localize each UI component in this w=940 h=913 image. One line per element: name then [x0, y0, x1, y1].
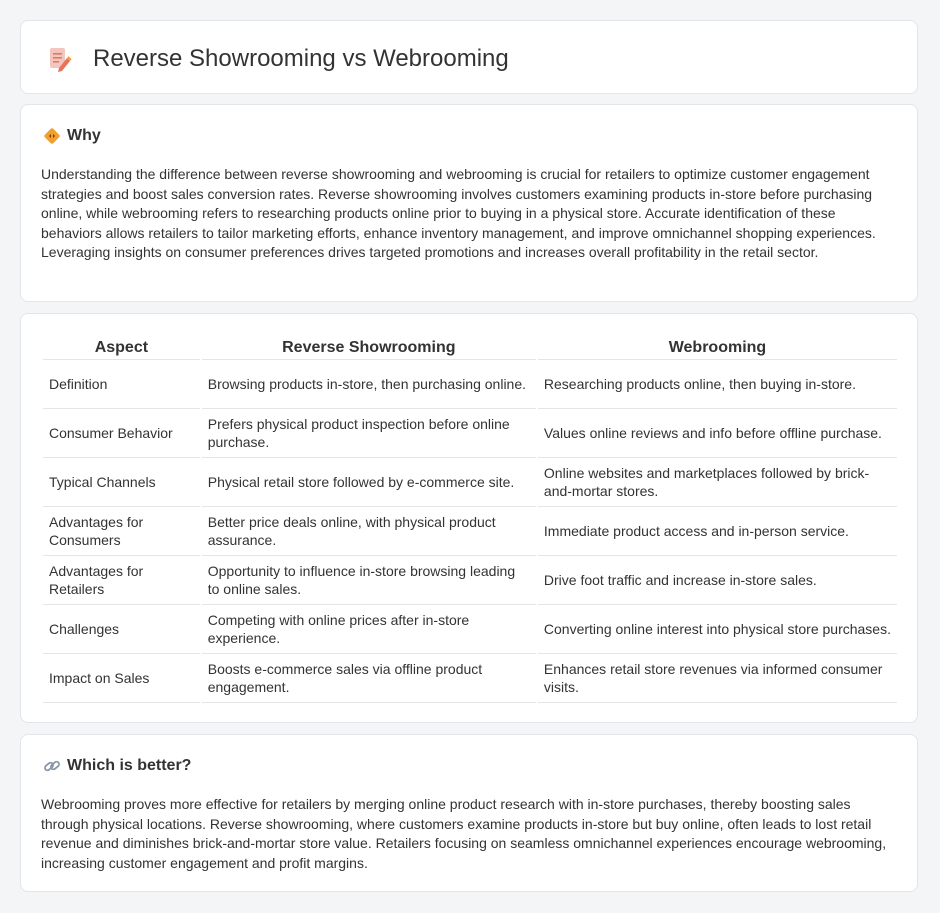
table-row — [43, 605, 897, 654]
reverse-showrooming-cell: Opportunity to influence in-store browsing leading to online sales. — [202, 556, 536, 605]
comparison-table — [41, 334, 899, 703]
webrooming-cell: Researching products online, then buying in-store. — [538, 360, 897, 409]
why-section — [20, 104, 918, 302]
reverse-showrooming-cell: Better price deals online, with physical product assurance. — [202, 507, 536, 556]
document-pencil-icon — [45, 45, 73, 73]
aspect-cell: Challenges — [43, 605, 200, 654]
reverse-showrooming-cell: Competing with online prices after in-store experience. — [202, 605, 536, 654]
table-row — [43, 507, 897, 556]
table-row — [43, 556, 897, 605]
aspect-cell: Advantages for Retailers — [43, 556, 200, 605]
diamond-arrows-icon — [43, 127, 61, 145]
webrooming-cell: Online websites and marketplaces followed by brick-and-mortar stores. — [538, 458, 897, 507]
reverse-showrooming-cell: Browsing products in-store, then purchasing online. — [202, 360, 536, 409]
table-header-row — [43, 334, 897, 360]
link-icon — [43, 757, 61, 775]
column-header-reverse-showrooming: Reverse Showrooming — [202, 334, 536, 360]
webrooming-cell: Immediate product access and in-person service. — [538, 507, 897, 556]
aspect-cell: Typical Channels — [43, 458, 200, 507]
why-body: Understanding the difference between reverse showrooming and webrooming is crucial for retailers to optimize customer engagement strategies and boost sales conversion rates. Reverse showrooming involves customers examining products in-store before purchasing online, while webrooming refers to researching products online prior to buying in a physical store. Accurate identification of these behaviors allows retailers to tailor marketing efforts, enhance inventory management, and improve omnichannel shopping experiences. Leveraging insights on consumer preferences drives targeted promotions and increases overall profitability in the retail sector. — [41, 166, 876, 260]
table-row — [43, 360, 897, 409]
why-header — [43, 127, 101, 145]
table-row — [43, 458, 897, 507]
webrooming-cell: Values online reviews and info before offline purchase. — [538, 409, 897, 458]
aspect-cell: Definition — [43, 360, 200, 409]
table-row — [43, 409, 897, 458]
better-heading: Which is better? — [67, 757, 192, 774]
why-heading: Why — [67, 127, 101, 144]
better-header — [43, 757, 191, 775]
webrooming-cell: Enhances retail store revenues via informed consumer visits. — [538, 654, 897, 703]
reverse-showrooming-cell: Prefers physical product inspection before online purchase. — [202, 409, 536, 458]
title-row — [45, 45, 509, 73]
column-header-webrooming: Webrooming — [538, 334, 897, 360]
aspect-cell: Consumer Behavior — [43, 409, 200, 458]
reverse-showrooming-cell: Physical retail store followed by e-commerce site. — [202, 458, 536, 507]
aspect-cell: Impact on Sales — [43, 654, 200, 703]
title-card — [20, 20, 918, 94]
comparison-table-card — [20, 313, 918, 723]
webrooming-cell: Drive foot traffic and increase in-store sales. — [538, 556, 897, 605]
which-is-better-section — [20, 734, 918, 892]
page-title: Reverse Showrooming vs Webrooming — [93, 45, 509, 72]
reverse-showrooming-cell: Boosts e-commerce sales via offline product engagement. — [202, 654, 536, 703]
better-body: Webrooming proves more effective for retailers by merging online product research with in-store purchases, thereby boosting sales through physical locations. Reverse showrooming, where customers examine products in-store but buy online, often leads to lost retail revenue and diminishes brick-and-mortar store value. Retailers focusing on seamless omnichannel experiences encourage webrooming, increasing customer engagement and profit margins. — [41, 796, 887, 871]
table-row — [43, 654, 897, 703]
column-header-aspect: Aspect — [43, 334, 200, 360]
webrooming-cell: Converting online interest into physical store purchases. — [538, 605, 897, 654]
aspect-cell: Advantages for Consumers — [43, 507, 200, 556]
